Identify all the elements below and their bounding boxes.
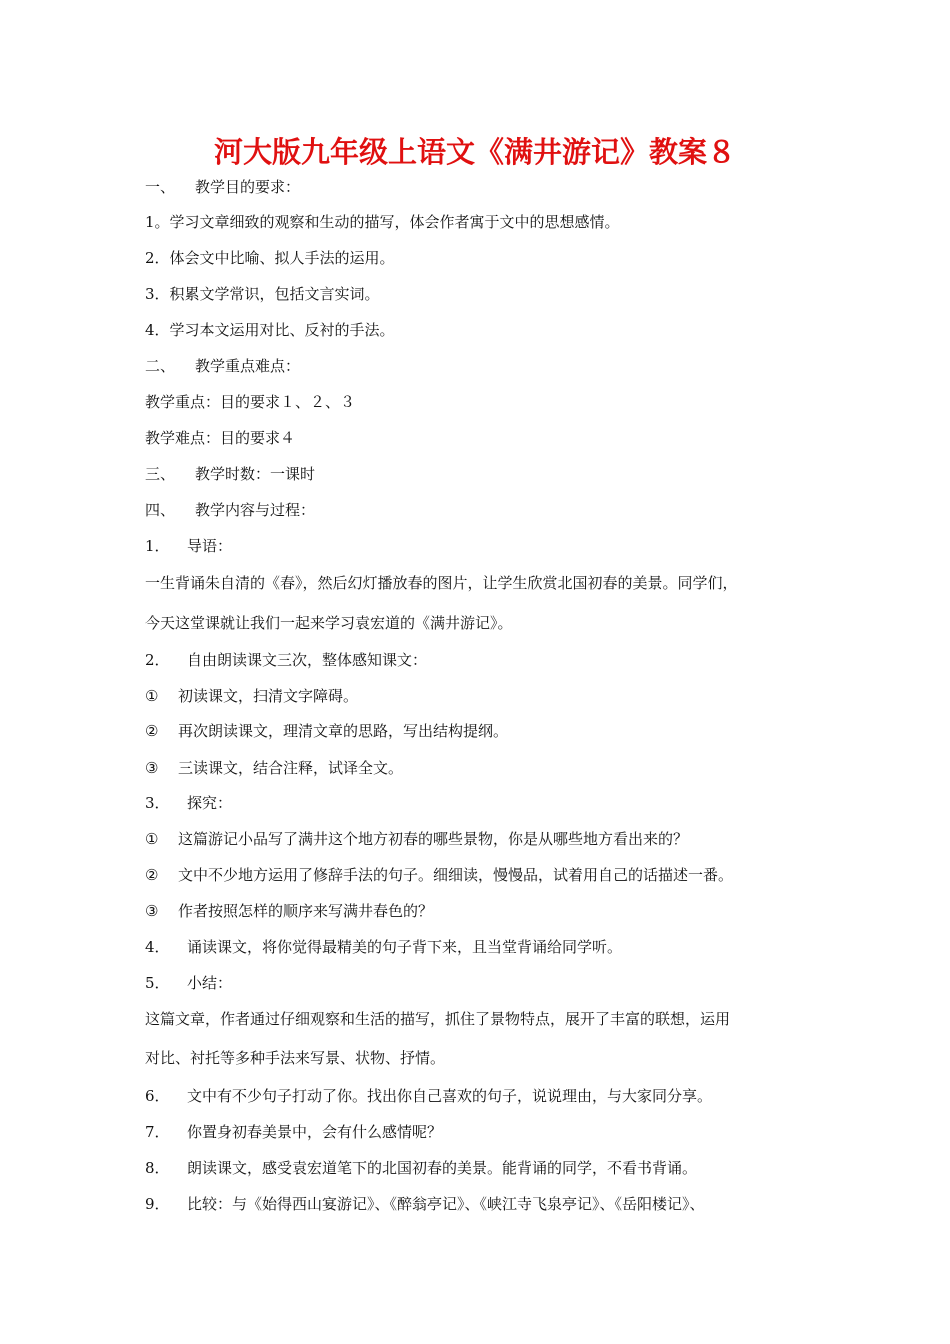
paragraph-line: 1。学习文章细致的观察和生动的描写，体会作者寓于文中的思想感情。: [145, 213, 620, 231]
section-heading: 四、 教学内容与过程：: [145, 501, 316, 519]
paragraph-line: 2．体会文中比喻、拟人手法的运用。: [145, 249, 395, 267]
paragraph-line: 教学难点：目的要求４: [145, 429, 296, 447]
paragraph-line: 这篇文章，作者通过仔细观察和生活的描写，抓住了景物特点，展开了丰富的联想，运用: [145, 1010, 731, 1028]
section-heading: 二、 教学重点难点：: [145, 357, 301, 375]
circled-item: ③ 作者按照怎样的顺序来写满井春色的？: [145, 902, 434, 920]
circled-item: ② 文中不少地方运用了修辞手法的句子。细细读，慢慢品，试着用自己的话描述一番。: [145, 866, 734, 884]
circled-item: ③ 三读课文，结合注释，试译全文。: [145, 759, 404, 777]
numbered-item: 1． 导语：: [145, 537, 233, 555]
numbered-item: 7． 你置身初春美景中，会有什么感情呢？: [145, 1123, 443, 1141]
numbered-item: 6． 文中有不少句子打动了你。找出你自己喜欢的句子，说说理由，与大家同分享。: [145, 1087, 713, 1105]
numbered-item: 5． 小结：: [145, 974, 233, 992]
numbered-item: 8． 朗读课文，感受袁宏道笔下的北国初春的美景。能背诵的同学，不看书背诵。: [145, 1159, 698, 1177]
numbered-item: 2． 自由朗读课文三次，整体感知课文：: [145, 651, 428, 669]
paragraph-line: 3．积累文学常识，包括文言实词。: [145, 285, 380, 303]
section-heading: 一、 教学目的要求：: [145, 178, 301, 196]
numbered-item: 4． 诵读课文，将你觉得最精美的句子背下来，且当堂背诵给同学听。: [145, 938, 623, 956]
circled-item: ② 再次朗读课文，理清文章的思路，写出结构提纲。: [145, 722, 509, 740]
section-heading: 三、 教学时数：一课时: [145, 465, 316, 483]
numbered-item: 9． 比较：与《始得西山宴游记》、《醉翁亭记》、《峡江寺飞泉亭记》、《岳阳楼记》、: [145, 1195, 705, 1213]
numbered-item: 3． 探究：: [145, 794, 233, 812]
paragraph-line: 一生背诵朱自清的《春》，然后幻灯播放春的图片，让学生欣赏北国初春的美景。同学们，: [145, 574, 738, 592]
paragraph-line: 今天这堂课就让我们一起来学习袁宏道的《满井游记》。: [145, 614, 513, 632]
document-title: 河大版九年级上语文《满井游记》教案８: [213, 135, 736, 169]
paragraph-line: 对比、衬托等多种手法来写景、状物、抒情。: [145, 1049, 446, 1067]
circled-item: ① 初读课文，扫清文字障碍。: [145, 687, 359, 705]
circled-item: ① 这篇游记小品写了满井这个地方初春的哪些景物，你是从哪些地方看出来的？: [145, 830, 689, 848]
paragraph-line: 教学重点：目的要求１、２、３: [145, 393, 356, 411]
paragraph-line: 4．学习本文运用对比、反衬的手法。: [145, 321, 395, 339]
